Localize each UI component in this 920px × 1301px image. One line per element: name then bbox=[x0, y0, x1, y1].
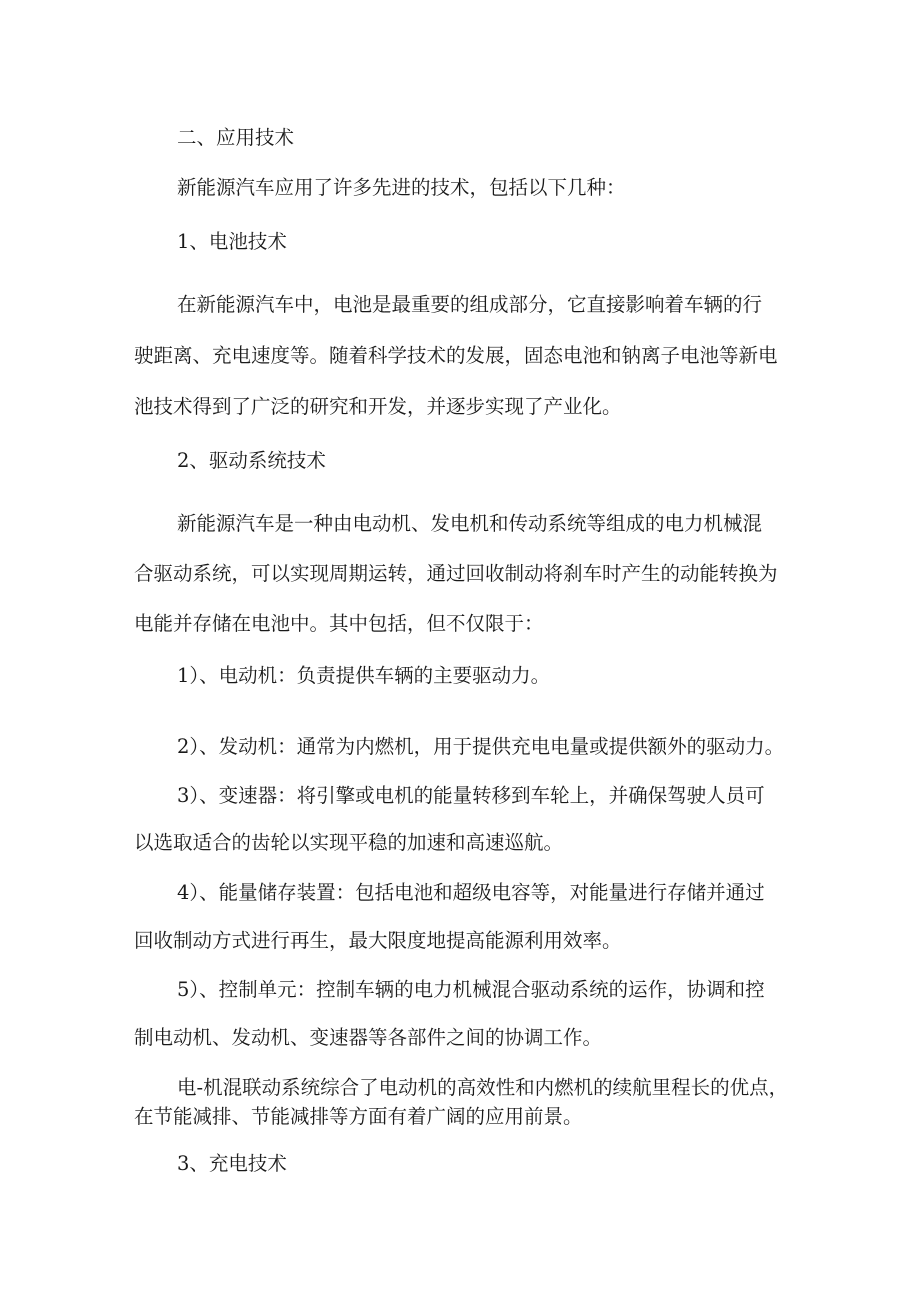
summary-paragraph-line: 电-机混联动系统综合了电动机的高效性和内燃机的续航里程长的优点， bbox=[177, 1076, 789, 1099]
list-item-energy-storage: 4）、能量储存装置：包括电池和超级电容等，对能量进行存储并通过 bbox=[177, 881, 765, 904]
battery-paragraph-line: 池技术得到了广泛的研究和开发，并逐步实现了产业化。 bbox=[134, 395, 622, 418]
list-item-control-unit: 5）、控制单元：控制车辆的电力机械混合驱动系统的运作，协调和控 bbox=[177, 978, 765, 1001]
battery-paragraph-line: 在新能源汽车中，电池是最重要的组成部分，它直接影响着车辆的行 bbox=[177, 293, 763, 316]
list-item-transmission-cont: 以选取适合的齿轮以实现平稳的加速和高速巡航。 bbox=[134, 831, 564, 854]
intro-paragraph: 新能源汽车应用了许多先进的技术，包括以下几种： bbox=[177, 176, 626, 199]
drive-paragraph-line: 合驱动系统，可以实现周期运转，通过回收制动将刹车时产生的动能转换为 bbox=[134, 562, 778, 585]
summary-paragraph-line: 在节能减排、节能减排等方面有着广阔的应用前景。 bbox=[134, 1105, 583, 1128]
list-item-control-unit-cont: 制电动机、发动机、变速器等各部件之间的协调工作。 bbox=[134, 1026, 603, 1049]
list-item-motor: 1）、电动机：负责提供车辆的主要驱动力。 bbox=[177, 664, 551, 687]
subsection-title-battery: 1、电池技术 bbox=[177, 230, 287, 253]
subsection-title-charging: 3、充电技术 bbox=[177, 1152, 287, 1175]
section-heading: 二、应用技术 bbox=[177, 126, 295, 149]
subsection-title-drive-system: 2、驱动系统技术 bbox=[177, 449, 326, 472]
battery-paragraph-line: 驶距离、充电速度等。随着科学技术的发展，固态电池和钠离子电池等新电 bbox=[134, 344, 778, 367]
list-item-energy-storage-cont: 回收制动方式进行再生，最大限度地提高能源利用效率。 bbox=[134, 929, 622, 952]
drive-paragraph-line: 电能并存储在电池中。其中包括，但不仅限于： bbox=[134, 612, 544, 635]
drive-paragraph-line: 新能源汽车是一种由电动机、发电机和传动系统等组成的电力机械混 bbox=[177, 512, 763, 535]
list-item-transmission: 3）、变速器：将引擎或电机的能量转移到车轮上，并确保驾驶人员可 bbox=[177, 784, 765, 807]
list-item-engine: 2）、发动机：通常为内燃机，用于提供充电电量或提供额外的驱动力。 bbox=[177, 735, 785, 758]
